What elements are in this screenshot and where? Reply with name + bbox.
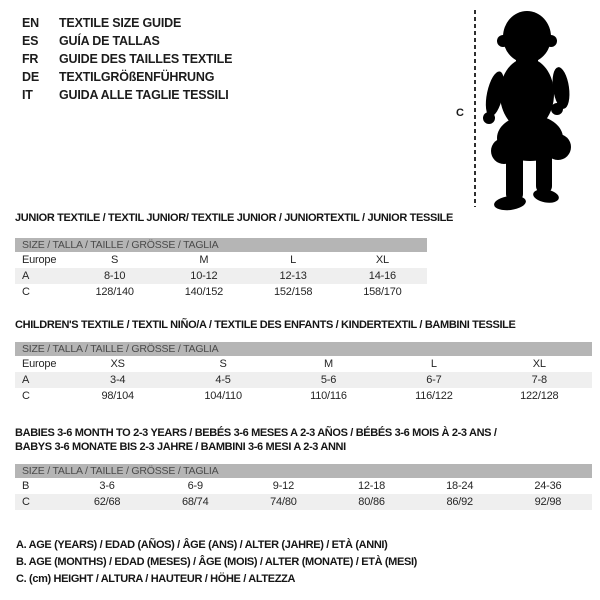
size-cell: 3-4 xyxy=(110,374,126,386)
table-title: CHILDREN'S TEXTILE / TEXTIL NIÑO/A / TEXTILE DES ENFANTS / KINDERTEXTIL / BAMBINI TESSILE xyxy=(15,319,516,331)
size-cell: 110/116 xyxy=(310,390,347,402)
size-cell: 24-36 xyxy=(534,480,562,492)
language-label: GUÍA DE TALLAS xyxy=(59,34,160,48)
size-cell: M xyxy=(199,254,209,266)
language-code: DE xyxy=(22,70,39,84)
table-title: JUNIOR TEXTILE / TEXTIL JUNIOR/ TEXTILE JUNIOR / JUNIORTEXTIL / JUNIOR TESSILE xyxy=(15,212,454,224)
size-cell: XS xyxy=(110,358,125,370)
babies-table-section xyxy=(15,426,592,510)
language-row-fr xyxy=(22,50,232,68)
size-cell: 12-13 xyxy=(279,270,307,282)
row-label: C xyxy=(22,286,30,298)
size-cell: L xyxy=(430,358,437,370)
row-label: A xyxy=(22,270,30,282)
table-row-c xyxy=(15,284,427,300)
size-cell: 8-10 xyxy=(104,270,126,282)
size-cell: 7-8 xyxy=(531,374,547,386)
size-cell: 18-24 xyxy=(446,480,474,492)
language-label: TEXTILGRÖßENFÜHRUNG xyxy=(59,70,215,84)
size-cell: 80/86 xyxy=(358,496,385,508)
size-cell: XL xyxy=(375,254,389,266)
size-cell: 12-18 xyxy=(357,480,386,492)
table-title-line2: BABYS 3-6 MONATE BIS 2-3 JAHRE / BAMBINI 3-6 MESI A 2-3 ANNI xyxy=(15,441,346,453)
legend-line-a: A. AGE (YEARS) / EDAD (AÑOS) / ÂGE (ANS) / ALTER (JAHRE) / ETÀ (ANNI) xyxy=(16,539,388,551)
table-row-a xyxy=(15,268,427,284)
size-cell: M xyxy=(323,358,333,370)
size-cell: 74/80 xyxy=(270,496,297,508)
row-label: C xyxy=(22,496,30,508)
size-cell: 140/152 xyxy=(184,286,224,298)
table-title: BABIES 3-6 MONTH TO 2-3 YEARS / BEBÉS 3-6 MESES A 2-3 AÑOS / BÉBÉS 3-6 MOIS À 2-3 ANS / xyxy=(15,427,497,439)
language-label: GUIDE DES TAILLES TEXTILE xyxy=(59,52,233,66)
row-label: C xyxy=(22,390,30,402)
row-label: Europe xyxy=(22,358,57,370)
table-row-europe xyxy=(15,252,427,268)
row-label: B xyxy=(22,480,30,492)
baby-silhouette-icon xyxy=(481,8,573,212)
language-row-en xyxy=(22,14,232,32)
table-row-europe xyxy=(15,356,592,372)
language-row-es xyxy=(22,32,232,50)
language-list xyxy=(22,14,232,104)
size-cell: 14-16 xyxy=(368,270,396,282)
size-table xyxy=(15,252,427,300)
size-cell: 4-5 xyxy=(215,374,231,386)
language-row-it xyxy=(22,86,232,104)
language-label: GUIDA ALLE TAGLIE TESSILI xyxy=(59,88,229,102)
size-cell: 10-12 xyxy=(190,270,218,282)
size-header-bar: SIZE / TALLA / TAILLE / GRÖSSE / TAGLIA xyxy=(15,342,592,356)
size-cell: 5-6 xyxy=(320,374,337,386)
row-label: Europe xyxy=(22,254,57,266)
size-cell: S xyxy=(219,358,227,370)
size-cell: XL xyxy=(532,358,546,370)
size-cell: 92/98 xyxy=(534,496,562,508)
size-cell: 98/104 xyxy=(101,390,134,402)
size-cell: 68/74 xyxy=(181,496,209,508)
table-row-c xyxy=(15,494,592,510)
language-code: ES xyxy=(22,34,39,48)
language-label: TEXTILE SIZE GUIDE xyxy=(59,16,182,30)
size-cell: 86/92 xyxy=(446,496,473,508)
table-row-c xyxy=(15,388,592,404)
size-cell: 152/158 xyxy=(273,286,313,298)
size-cell: 6-9 xyxy=(187,480,203,492)
legend-line-c: C. (cm) HEIGHT / ALTURA / HAUTEUR / HÖHE / ALTEZZA xyxy=(16,573,296,585)
size-cell: L xyxy=(290,254,297,266)
size-header-bar: SIZE / TALLA / TAILLE / GRÖSSE / TAGLIA xyxy=(15,464,592,478)
junior-table-section xyxy=(15,211,454,300)
size-cell: 104/110 xyxy=(204,390,242,402)
language-code: FR xyxy=(22,52,39,66)
size-cell: 128/140 xyxy=(95,286,134,298)
size-cell: S xyxy=(111,254,119,266)
height-measure-line xyxy=(474,10,476,207)
height-measure-label: C xyxy=(456,107,464,119)
size-table xyxy=(15,478,592,510)
size-cell: 116/122 xyxy=(415,390,453,402)
children-table-section xyxy=(15,318,592,404)
size-cell: 122/128 xyxy=(520,390,559,402)
size-cell: 3-6 xyxy=(99,480,115,492)
size-cell: 6-7 xyxy=(426,374,442,386)
language-row-de xyxy=(22,68,232,86)
legend-line-b: B. AGE (MONTHS) / EDAD (MESES) / ÂGE (MOIS) / ALTER (MONATE) / ETÀ (MESI) xyxy=(16,556,417,568)
size-cell: 9-12 xyxy=(272,480,294,492)
size-cell: 158/170 xyxy=(363,286,402,298)
size-header-bar: SIZE / TALLA / TAILLE / GRÖSSE / TAGLIA xyxy=(15,238,427,252)
size-table xyxy=(15,356,592,404)
table-row-b xyxy=(15,478,592,494)
measure-legend xyxy=(16,537,417,588)
row-label: A xyxy=(22,374,30,386)
language-code: EN xyxy=(22,16,39,30)
language-code: IT xyxy=(22,88,33,102)
size-cell: 62/68 xyxy=(93,496,121,508)
table-row-a xyxy=(15,372,592,388)
